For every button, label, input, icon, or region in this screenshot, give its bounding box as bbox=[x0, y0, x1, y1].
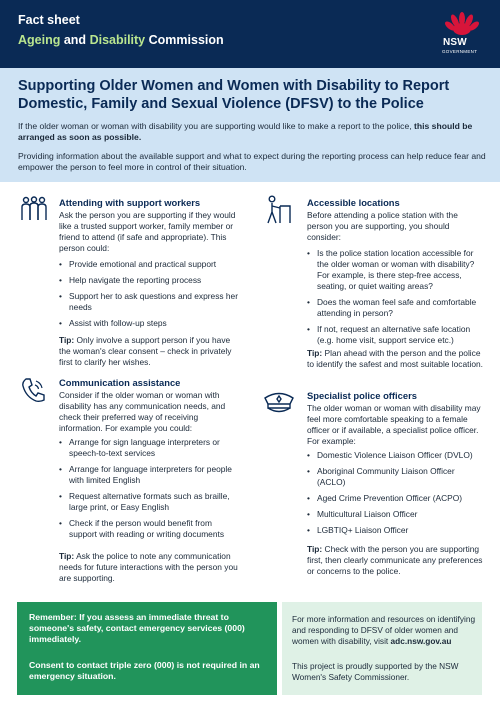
accessible-list bbox=[307, 248, 485, 351]
intro-paragraph-2: Providing information about the available support and what to expect during the reporting process can help reduce fear and empower the person to feel more in control of their situation. bbox=[18, 151, 486, 172]
tip-text: Plan ahead with the person and the police to identify the safest and most suitable location. bbox=[307, 348, 483, 369]
communication-heading: Communication assistance bbox=[59, 377, 181, 388]
list-item: • Assist with follow-up steps bbox=[59, 318, 241, 329]
list-item: • Support her to ask questions and express her needs bbox=[59, 291, 241, 313]
list-item: • Does the woman feel safe and comfortable attending in person? bbox=[307, 297, 485, 319]
consent-text: Consent to contact triple zero (000) is not required in an emergency situation. bbox=[29, 660, 260, 681]
list-item: • If not, request an alternative safe location (e.g. home visit, support service etc.) bbox=[307, 324, 485, 346]
specialist-list bbox=[307, 450, 485, 541]
list-item: • Aboriginal Community Liaison Officer (ACLO) bbox=[307, 466, 485, 488]
list-item: • Is the police station location accessible for the older woman or woman with disability? For example, is there step-free access, seating, or quiet waiting areas? bbox=[307, 248, 485, 292]
person-walker-icon bbox=[263, 195, 293, 225]
communication-list bbox=[59, 437, 241, 545]
fact-sheet-label: Fact sheet bbox=[18, 13, 80, 27]
more-info-body: For more information and resources on identifying and responding to DFSV of older women and women with disability, visit bbox=[292, 614, 476, 646]
list-item: • Help navigate the reporting process bbox=[59, 275, 241, 286]
support-workers-tip bbox=[59, 335, 239, 368]
tip-label: Tip: bbox=[59, 551, 75, 561]
more-info-text bbox=[292, 614, 478, 647]
specialist-body: The older woman or woman with disability may feel more comfortable speaking to a female officer or if available, a specialist police officer. For example: bbox=[307, 403, 481, 446]
commission-name bbox=[18, 33, 224, 47]
remember-text: Remember: If you assess an immediate threat to someone's safety, contact emergency services (000) immediately. bbox=[29, 612, 245, 644]
nsw-logo-subtext: GOVERNMENT bbox=[442, 49, 478, 54]
tip-text: Only involve a support person if you have the woman's clear consent – check in privately first to clarify her wishes. bbox=[59, 335, 232, 367]
accessible-tip bbox=[307, 348, 485, 370]
tip-label: Tip: bbox=[59, 335, 75, 345]
list-item: • Aged Crime Prevention Officer (ACPO) bbox=[307, 493, 485, 504]
intro-paragraph-1 bbox=[18, 121, 488, 143]
commission-word-commission: Commission bbox=[148, 33, 224, 47]
support-workers-body: Ask the person you are supporting if they would like a trusted support worker, family member or friend to attend (if safe and appropriate). This person could: bbox=[59, 210, 236, 253]
supported-by-text: This project is proudly supported by the NSW Women's Safety Commissioner. bbox=[292, 661, 459, 682]
tip-text: Check with the person you are supporting first, then clearly communicate any preferences or concerns to the police. bbox=[307, 544, 483, 576]
commission-word-disability: Disability bbox=[89, 33, 146, 47]
list-item: • Domestic Violence Liaison Officer (DVLO) bbox=[307, 450, 485, 461]
people-group-icon bbox=[18, 196, 50, 222]
tip-text: Ask the police to note any communication needs for future interactions with the person you are supporting. bbox=[59, 551, 238, 583]
list-item: • Arrange for language interpreters for people with limited English bbox=[59, 464, 241, 486]
list-item: • Provide emotional and practical support bbox=[59, 259, 241, 270]
commission-word-and: and bbox=[63, 33, 87, 47]
communication-tip bbox=[59, 551, 239, 584]
tip-label: Tip: bbox=[307, 544, 323, 554]
list-item: • LGBTIQ+ Liaison Officer bbox=[307, 525, 485, 536]
list-item: • Multicultural Liaison Officer bbox=[307, 509, 485, 520]
list-item: • Arrange for sign language interpreters or speech-to-text services bbox=[59, 437, 241, 459]
commission-word-ageing: Ageing bbox=[18, 33, 61, 47]
support-workers-list bbox=[59, 259, 241, 334]
intro-paragraph-1-text: If the older woman or woman with disability you are supporting would like to make a report to the police, bbox=[18, 121, 414, 131]
website-link[interactable]: adc.nsw.gov.au bbox=[390, 636, 452, 646]
specialist-tip bbox=[307, 544, 485, 577]
tip-label: Tip: bbox=[307, 348, 323, 358]
page-title: Supporting Older Women and Women with Disability to Report Domestic, Family and Sexual Violence (DFSV) to the Police bbox=[18, 78, 450, 112]
phone-icon bbox=[20, 376, 46, 404]
nsw-logo-text: NSW bbox=[443, 37, 467, 48]
communication-body: Consider if the older woman or woman with disability has any communication needs, and check their preferred way of receiving information. For example you could: bbox=[59, 390, 226, 433]
intro-paragraph-1-emphasis: this should be arranged as soon as possible. bbox=[18, 121, 473, 142]
specialist-heading: Specialist police officers bbox=[307, 390, 417, 401]
support-workers-heading: Attending with support workers bbox=[59, 197, 201, 208]
accessible-heading: Accessible locations bbox=[307, 197, 400, 208]
accessible-body: Before attending a police station with the person you are supporting, you should consider: bbox=[307, 210, 458, 242]
list-item: • Request alternative formats such as braille, large print, or Easy English bbox=[59, 491, 241, 513]
list-item: • Check if the person would benefit from support with reading or writing documents bbox=[59, 518, 241, 540]
police-cap-icon bbox=[262, 389, 296, 415]
